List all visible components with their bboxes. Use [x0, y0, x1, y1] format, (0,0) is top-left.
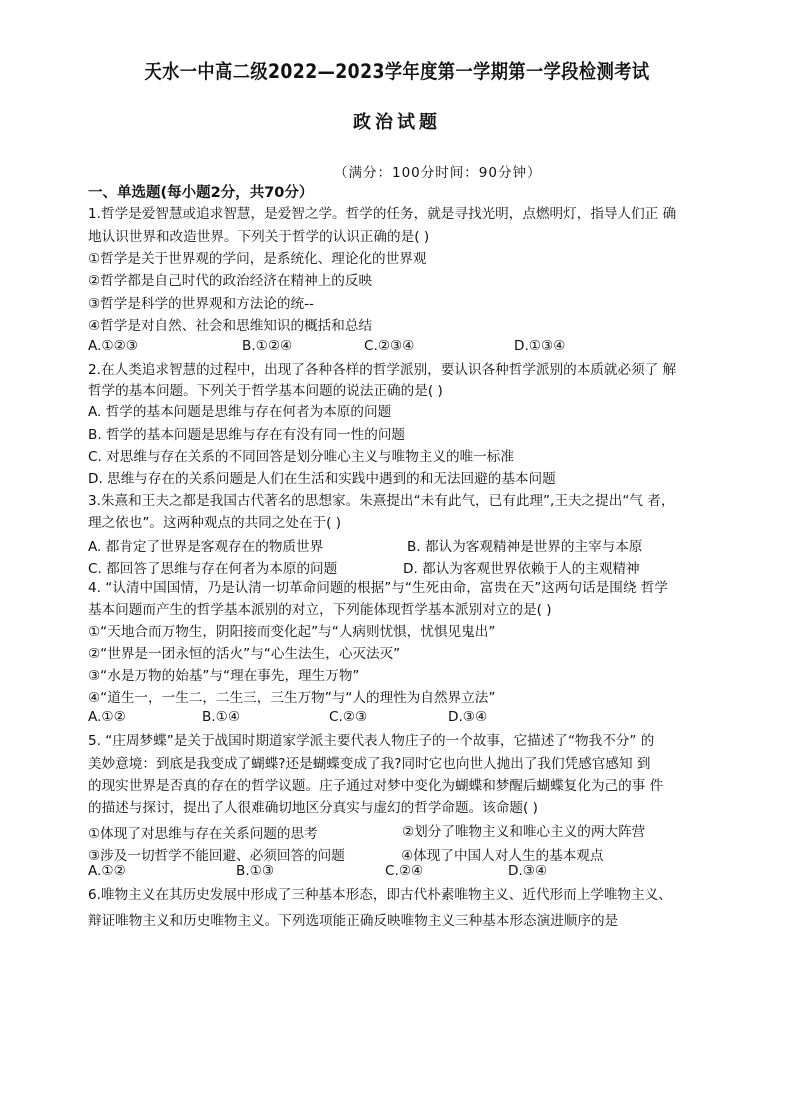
exam-title: 天水一中高二级2022—2023学年度第一学期第一学段检测考试 [144, 60, 650, 83]
q3-stem-line-1: 3.朱熹和王夫之都是我国古代著名的思想家。朱熹提出“未有此气，已有此理”,王夫之提出“气 者， [88, 493, 675, 509]
q3-option-b: B. 都认为客观精神是世界的主宰与本原 [407, 539, 643, 555]
q5-option-c: C.②④ [385, 863, 424, 879]
q6-stem-line-2: 辩证唯物主义和历史唯物主义。下列选项能正确反映唯物主义三种基本形态演进顺序的是 [88, 913, 619, 929]
q1-statement-1: ①哲学是关于世界观的学问，是系统化、理论化的世界观 [88, 251, 427, 267]
q5-stem-line-3: 的现实世界是否真的存在的哲学议题。庄子通过对梦中变化为蝴蝶和梦醒后蝴蝶复化为己的事 件 [88, 778, 664, 794]
q5-statement-4: ④体现了中国人对人生的基本观点 [401, 848, 604, 864]
q4-option-d: D.③④ [448, 709, 488, 725]
q5-stem-line-2: 美妙意境：到底是我变成了蝴蝶?还是蝴蝶变成了我?同时它也向世人抛出了我们凭感官感知 到 [88, 756, 651, 772]
q2-stem-line-1: 2.在人类追求智慧的过程中，出现了各种各样的哲学派别，要认识各种哲学派别的本质就必须了 解 [88, 362, 677, 378]
q5-statement-1: ①体现了对思维与存在关系问题的思考 [88, 826, 318, 842]
exam-meta: （满分：100分时间：90分钟） [334, 165, 542, 181]
q3-option-a: A. 都肯定了世界是客观存在的物质世界 [88, 539, 324, 555]
q1-option-c: C.②③④ [364, 338, 415, 354]
q1-stem-line-1: 1.哲学是爱智慧或追求智慧，是爱智之学。哲学的任务，就是寻找光明，点燃明灯，指导人们正 确 [88, 206, 677, 222]
section-heading: 一、单选题(每小题2分，共70分） [88, 185, 314, 201]
q1-option-d: D.①③④ [514, 338, 566, 354]
q1-statement-4: ④哲学是对自然、社会和思维知识的概括和总结 [88, 318, 373, 334]
q5-option-a: A.①② [88, 863, 126, 879]
q1-option-b: B.①②④ [242, 338, 293, 354]
q4-statement-4: ④“道生一，一生二，二生三，三生万物”与“人的理性为自然界立法” [88, 690, 496, 706]
q3-option-c: C. 都回答了思维与存在何者为本原的问题 [88, 561, 338, 577]
q4-statement-2: ②“世界是一团永恒的活火”与“心生法生，心灭法灭” [88, 646, 401, 662]
q5-statement-3: ③涉及一切哲学不能回避、必须回答的问题 [88, 848, 345, 864]
q5-option-b: B.①③ [236, 863, 275, 879]
q1-statement-2: ②哲学都是自己时代的政治经济在精神上的反映 [88, 273, 373, 289]
q2-option-d: D. 思维与存在的关系问题是人们在生活和实践中遇到的和无法回避的基本问题 [88, 471, 556, 487]
q4-statement-1: ①“天地合而万物生，阴阳接而变化起”与“人病则忧惧，忧惧见鬼出” [88, 624, 496, 640]
q5-stem-line-1: 5. “庄周梦蝶”是关于战国时期道家学派主要代表人物庄子的一个故事，它描述了“物我不分” 的 [88, 733, 655, 749]
q5-stem-line-4: 的描述与探讨，提出了人很难确切地区分真实与虚幻的哲学命题。该命题( ) [88, 800, 538, 816]
q4-option-c: C.②③ [329, 709, 368, 725]
q4-option-b: B.①④ [202, 709, 241, 725]
q4-stem-line-2: 基本问题而产生的哲学基本派别的对立，下列能体现哲学基本派别对立的是( ) [88, 602, 552, 618]
q2-stem-line-2: 哲学的基本问题。下列关于哲学基本问题的说法正确的是( ) [88, 383, 443, 399]
q4-stem-line-1: 4. “认清中国国情，乃是认清一切革命问题的根据”与“生死由命，富贵在天”这两句话是围绕 哲学 [88, 580, 668, 596]
q1-option-a: A.①②③ [88, 338, 138, 354]
q4-option-a: A.①② [88, 709, 126, 725]
q2-option-b: B. 哲学的基本问题是思维与存在有没有同一性的问题 [88, 427, 406, 443]
q6-stem-line-1: 6.唯物主义在其历史发展中形成了三种基本形态，即古代朴素唯物主义、近代形而上学唯物主义、 [88, 887, 672, 903]
q2-option-c: C. 对思维与存在关系的不同回答是划分唯心主义与唯物主义的唯一标准 [88, 449, 514, 465]
exam-subtitle: 政治试题 [353, 112, 441, 133]
q4-statement-3: ③“水是万物的始基”与“理在事先，理生万物” [88, 668, 360, 684]
q2-option-a: A. 哲学的基本问题是思维与存在何者为本原的问题 [88, 404, 392, 420]
q3-option-d: D. 都认为客观世界依赖于人的主观精神 [403, 561, 640, 577]
q1-statement-3: ③哲学是科学的世界观和方法论的统-- [88, 296, 314, 312]
q5-statement-2: ②划分了唯物主义和唯心主义的两大阵营 [402, 824, 646, 840]
q5-option-d: D.③④ [508, 863, 548, 879]
q1-stem-line-2: 地认识世界和改造世界。下列关于哲学的认识正确的是( ) [88, 229, 430, 245]
q3-stem-line-2: 理之依也”。这两种观点的共同之处在于( ) [88, 515, 342, 531]
